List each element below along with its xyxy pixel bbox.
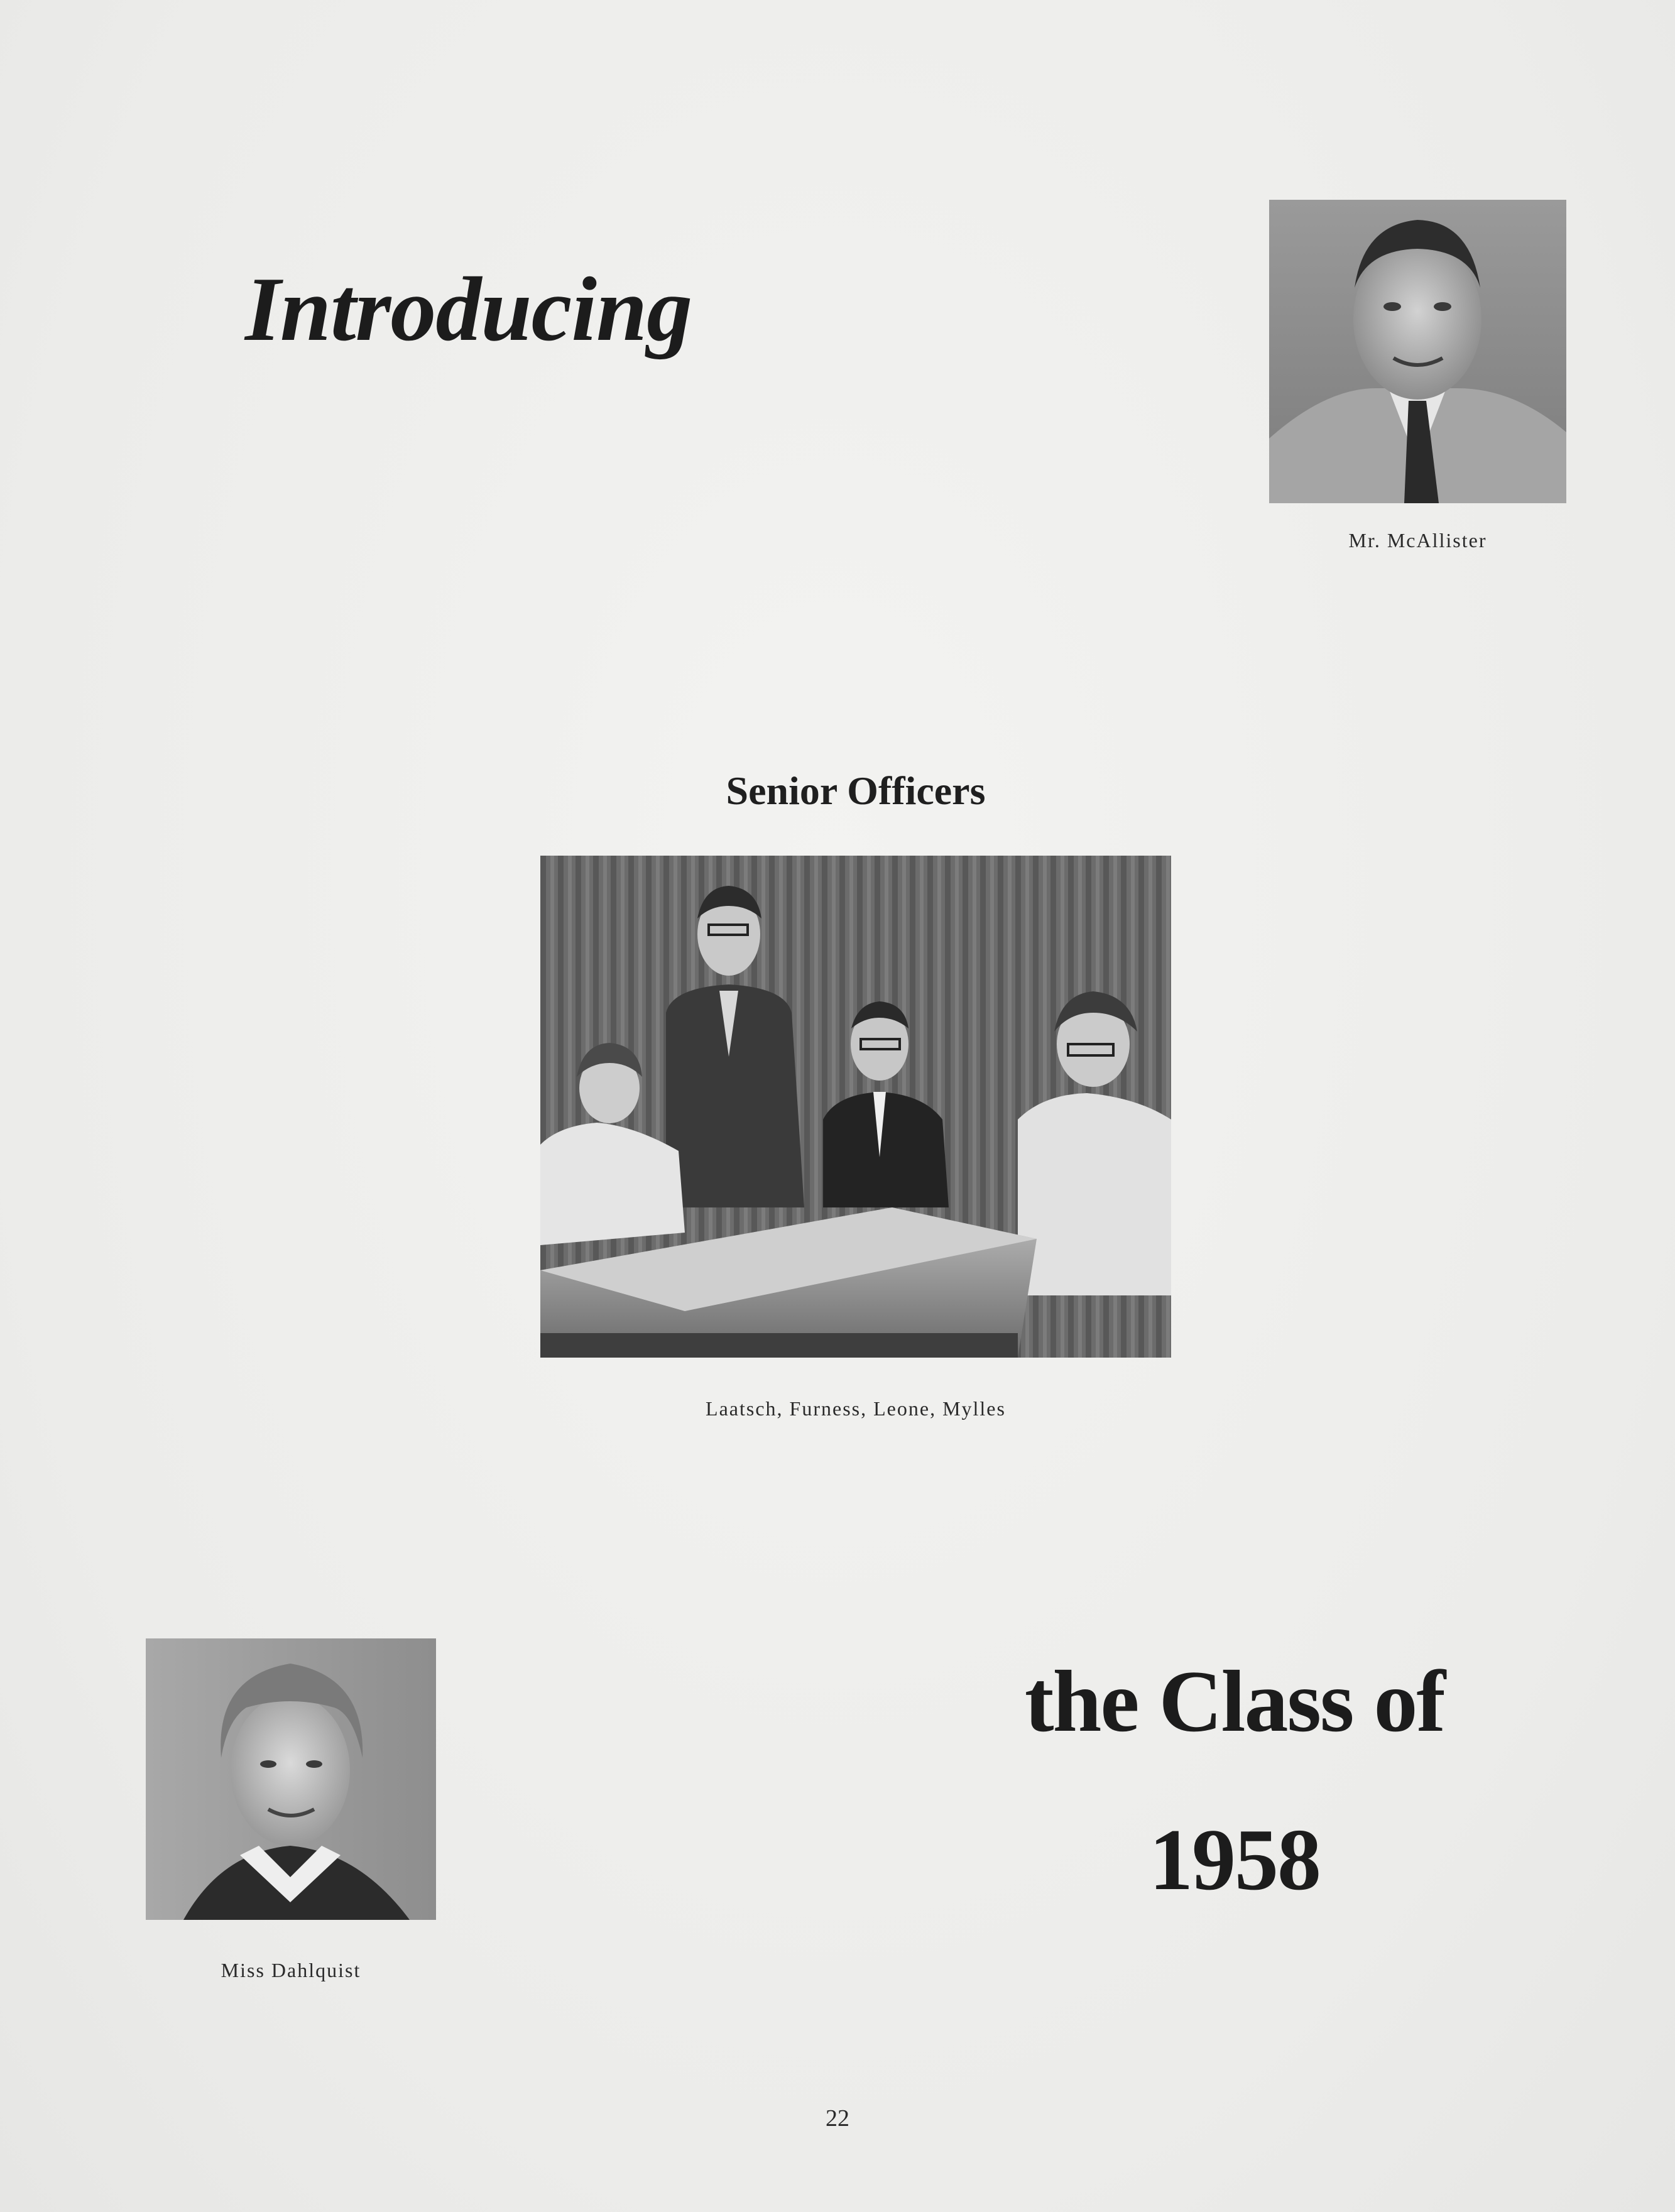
- caption-senior-officers: Laatsch, Furness, Leone, Mylles: [706, 1397, 1006, 1420]
- portrait-mcallister-image: [1269, 200, 1566, 503]
- class-title-line-2: 1958: [1149, 1811, 1320, 1909]
- page-title: Introducing: [245, 258, 692, 360]
- group-photo-senior-officers: [540, 856, 1171, 1358]
- class-title-line-1: the Class of: [1024, 1653, 1445, 1750]
- portrait-mcallister: [1269, 200, 1566, 503]
- caption-mcallister: Mr. McAllister: [1348, 529, 1487, 552]
- portrait-dahlquist-image: [146, 1638, 436, 1920]
- section-heading: Senior Officers: [726, 768, 986, 813]
- page-number: 22: [826, 2105, 849, 2132]
- caption-dahlquist: Miss Dahlquist: [221, 1959, 361, 1981]
- group-photo-image: [540, 856, 1171, 1358]
- portrait-dahlquist: [146, 1638, 436, 1920]
